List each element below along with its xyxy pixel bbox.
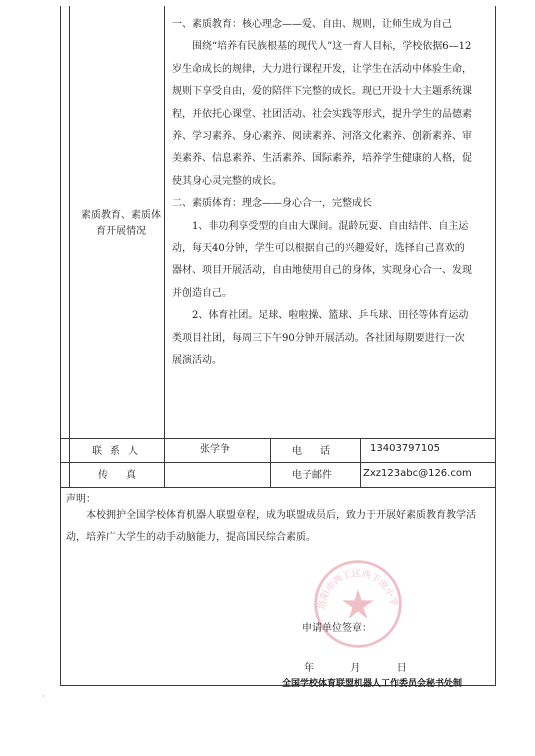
phone-label: 电话 xyxy=(292,446,348,457)
issuer-footer: 全国学校体育联盟机器人工作委员会秘书处制 xyxy=(282,679,463,689)
scan-mark: · xyxy=(42,692,45,701)
section1-body: 围绕“培养有民族根基的现代人”这一育人目标，学校依据6—12岁生命成长的规律，大力进行课程开发，让学生在活动中体验生命，规则下享受自由，爱的陪伴下完整的成长。现已开设十大主题系统课程，并依托心课堂、社团活动、社会实践等形式，提升学生的品德素养、学习素养、身心素养、阅读素养、河洛文化素养、创新素养、审美素养、信息素养、生活素养、国际素养，培养学生健康的人格，促使其身心灵完整的成长。 xyxy=(172,41,472,187)
table-border-right xyxy=(495,6,496,686)
contact-col-2 xyxy=(164,438,165,488)
date-year-label: 年 xyxy=(304,663,314,674)
column-divider-label xyxy=(164,6,165,488)
section2-item-1: 1、非功利享受型的自由大课间。混龄玩耍、自由结伴、自主运动，每天40分钟，学生可以根据自己的兴趣爱好，选择自己喜欢的器材、项目开展活动，自由地使用自己的身体，实现身心合一、发现并创造自己。 xyxy=(172,220,472,299)
contact-person-label: 联系人 xyxy=(92,446,146,457)
row-divider-bottom-contact xyxy=(60,487,496,488)
statement-border-left xyxy=(60,487,61,686)
statement-title: 声明： xyxy=(66,494,96,505)
section2-item-2: 2、体育社团。足球、啦啦操、篮球、乒乓球、田径等体育运动类项目社团，每周三下午90分钟开展活动。各社团每期要进行一次展演活动。 xyxy=(172,310,469,367)
email-label: 电子邮件 xyxy=(292,470,332,481)
section1-heading: 一、素质教育：核心理念——爱、自由、规则，让师生成为自己 xyxy=(172,19,452,30)
date-month-label: 月 xyxy=(350,663,361,674)
content-body xyxy=(172,14,472,373)
row-divider-mid-contact xyxy=(60,462,496,463)
date-day-label: 日 xyxy=(396,663,407,674)
fax-label: 传真 xyxy=(98,470,154,481)
table-border-left xyxy=(60,6,61,488)
signature-label: 申请单位签章： xyxy=(302,623,372,634)
contact-person-value: 张学争 xyxy=(200,444,230,455)
seal-text: 洛阳市西工区西下池小学 xyxy=(316,568,400,610)
phone-value: 13403797105 xyxy=(370,443,440,454)
contact-col-3 xyxy=(270,438,271,488)
statement-text: 本校拥护全国学校体育机器人联盟章程，成为联盟成员后，致力于开展好素质教育教学活动，培养广大学生的动手动脑能力，提高国民综合素质。 xyxy=(66,510,476,543)
section2-heading: 二、素质体育：理念——身心合一，完整成长 xyxy=(172,198,372,210)
column-divider-inner xyxy=(69,6,70,488)
category-label: 素质教育、素质体育开展情况 xyxy=(81,210,161,237)
statement-body xyxy=(66,505,486,549)
official-seal-icon xyxy=(312,558,404,650)
date-line xyxy=(304,659,407,674)
row-divider-top-contact xyxy=(60,438,496,439)
email-value: Zxz123abc@126.com xyxy=(363,468,472,479)
contact-col-4 xyxy=(360,438,361,488)
